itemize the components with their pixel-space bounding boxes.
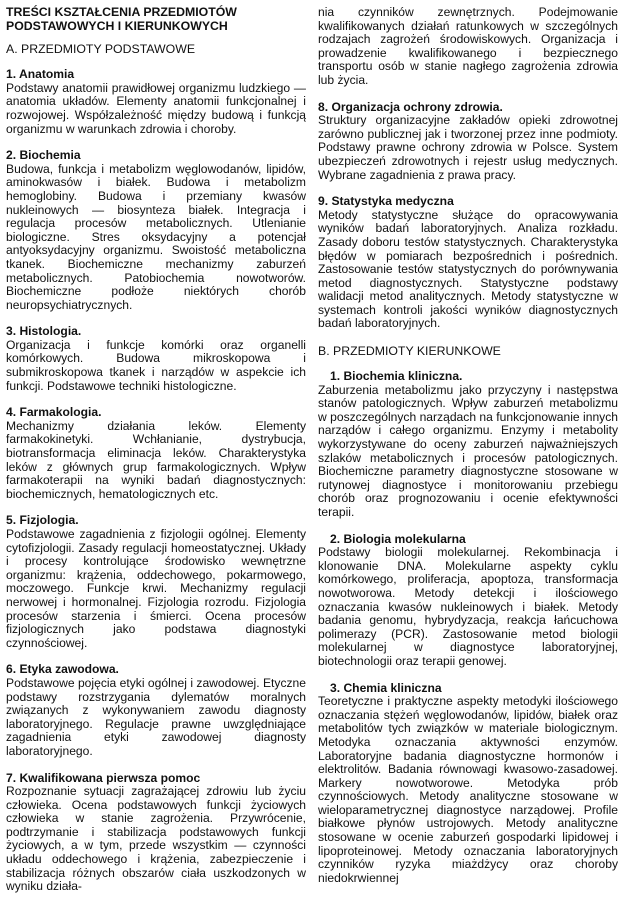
section-heading: 2. Biochemia	[6, 148, 81, 163]
section-heading: 1. Biochemia kliniczna.	[330, 369, 463, 384]
section-text: Struktury organizacyjne zakładów opieki zdrowotnej zarówno publicznej jak i tworzonej przez inne podmioty. Podstawy prawne ochrony zdrowia w Polsce. System ubezpieczeń zdrowotnych i rejestr usług medycznych. Wybrane zagadnienia z prawa pracy.	[318, 113, 618, 182]
part-b-heading: B. PRZEDMIOTY KIERUNKOWE	[318, 344, 501, 359]
section-heading: 5. Fizjologia.	[6, 513, 79, 528]
section-anatomia	[6, 68, 306, 136]
section-heading: 9. Statystyka medyczna	[318, 194, 454, 209]
section-text: Budowa, funkcja i metabolizm węglowodanów, lipidów, aminokwasów i białek. Budowa i metabolizm hemoglobiny. Budowa i przemiany kwasów nukleinowych — biosynteza białek. Integracja i regulacja procesów metabolicznych. Utlenianie biologiczne. Stres oksydacyjny a potencjał antyoksydacyjny organizmu. Swoistość metaboliczna tkanek. Biochemiczne mechanizmy zaburzeń metabolicznych. Patobiochemia nowotworów. Biochemiczne podłoże niektórych chorób neuropsychiatrycznych.	[6, 161, 306, 312]
section-heading: 3. Chemia kliniczna	[330, 680, 442, 695]
section-pierwsza-pomoc	[6, 772, 306, 894]
section-text: Podstawowe pojęcia etyki ogólnej i zawodowej. Etyczne podstawy rozstrzygania dylematów moralnych związanych z wykonywaniem zawodu diagnosty laboratoryjnego. Regulacje prawne uwzględniające zagadnienia etyki zawodowej diagnosty laboratoryjnego.	[6, 675, 306, 758]
section-histologia	[6, 325, 306, 393]
left-column	[6, 6, 306, 907]
section-heading: 2. Biologia molekularna	[330, 531, 466, 546]
section-heading: 8. Organizacja ochrony zdrowia.	[318, 99, 503, 114]
section-text: Organizacja i funkcje komórki oraz organelli komórkowych. Budowa mikroskopowa i submikroskopowa tkanek i narządów w aspekcie ich funkcji. Podstawowe techniki histologiczne.	[6, 337, 306, 393]
section-biochemia	[6, 149, 306, 312]
section-chemia-kliniczna	[318, 682, 618, 886]
section-statystyka	[318, 195, 618, 331]
section-text: Podstawy biologii molekularnej. Rekombinacja i klonowanie DNA. Molekularne aspekty cyklu komórkowego, proliferacja, apoptoza, transformacja nowotworowa. Metody detekcji i ilościowego oznaczania kwasów nukleinowych i białek. Metody badania genomu, hybrydyzacja, reakcja łańcuchowa polimerazy (PCR). Zastosowanie metod biologii molekularnej w diagnostyce laboratoryjnej, biotechnologii oraz terapii genowej.	[318, 545, 618, 668]
section-text: Teoretyczne i praktyczne aspekty metodyki ilościowego oznaczania stężeń węglowodanów, lipidów, białek oraz metabolitów tych związków w materiale biologicznym. Metodyka oznaczania aktywności enzymów. Laboratoryjne badania diagnostyczne hormonów i elektrolitów. Badania równowagi kwasowo-zasadowej. Markery nowotworowe. Metodyka prób czynnościowych. Metody analityczne stosowane w wieloparametrycznej diagnostyce narządowej. Profile białkowe płynów ustrojowych. Metody analityczne stosowane w ocenie zaburzeń gospodarki lipidowej i lipoproteinowej. Metody oznaczania laboratoryjnych czynników ryzyka miażdżycy oraz choroby niedokrwiennej	[318, 694, 618, 885]
part-a-heading: A. PRZEDMIOTY PODSTAWOWE	[6, 42, 196, 57]
section-biologia-molekularna	[318, 533, 618, 669]
section-text: Podstawowe zagadnienia z fizjologii ogólnej. Elementy cytofizjologii. Zasady regulacji homeostatycznej. Układy i procesy kontrolujące środowisko wewnętrzne organizmu: krążenia, oddechowego, pokarmowego, moczowego. Funkcje krwi. Mechanizmy regulacji nerwowej i hormonalnej. Fizjologia rozrodu. Fizjologia procesów starzenia i śmierci. Ocena procesów fizjologicznych jako podstawa diagnostyki czynnościowej.	[6, 527, 306, 650]
section-text: Zaburzenia metabolizmu jako przyczyny i następstwa stanów patologicznych. Wpływ zaburzeń metabolizmu w poszczególnych narządach na funkcjonowanie innych narządów i całego organizmu. Enzymy i metabolity wykorzystywane do oceny zaburzeń najważniejszych szlaków metabolicznych i procesów patologicznych. Biochemiczne parametry diagnostyczne stosowane w rutynowej diagnostyce i monitorowaniu przebiegu chorób oraz prognozowaniu i ocenie efektywności terapii.	[318, 382, 618, 519]
section-organizacja	[318, 101, 618, 183]
section-text: Metody statystyczne służące do opracowywania wyników badań laboratoryjnych. Analiza rozkładu. Zasady doboru testów statystycznych. Charakterystyka błędów w pomiarach bezpośrednich i pośrednich. Zastosowanie testów statystycznych do porównywania metod diagnostycznych. Statystyczne podstawy walidacji metod analitycznych. Metody statystyczne w systemach kontroli jakości wyników diagnostycznych badań laboratoryjnych.	[318, 207, 618, 331]
section-farmakologia	[6, 406, 306, 501]
section-etyka	[6, 663, 306, 758]
document-title: TREŚCI KSZTAŁCENIA PRZEDMIOTÓW PODSTAWOWYCH I KIERUNKOWYCH	[6, 5, 237, 33]
section-heading: 3. Histologia.	[6, 324, 82, 339]
right-column	[318, 6, 618, 898]
section-text: Mechanizmy działania leków. Elementy farmakokinetyki. Wchłanianie, dystrybucja, biotransformacja eliminacja leków. Charakterystyka leków z głównych grup farmakologicznych. Wpływ farmakoterapii na wyniki badań diagnostycznych: biochemicznych, hematologicznych etc.	[6, 418, 306, 501]
section-heading: 1. Anatomia	[6, 67, 75, 82]
section-biochemia-kliniczna	[318, 370, 618, 520]
section-text: Podstawy anatomii prawidłowej organizmu ludzkiego — anatomia układów. Elementy anatomii funkcjonalnej i rozwojowej. Współzależność między budową i funkcją organizmu w warunkach zdrowia i choroby.	[6, 80, 306, 136]
section-continuation-text: nia czynników zewnętrznych. Podejmowanie kwalifikowanych działań ratunkowych w szczególnych rodzajach zagrożeń środowiskowych. Organizacja i prowadzenie kwalifikowanego i bezpiecznego transportu osób w stanie nagłego zagrożenia zdrowia lub życia.	[318, 5, 618, 87]
section-heading: 4. Farmakologia.	[6, 405, 102, 420]
section-heading: 6. Etyka zawodowa.	[6, 662, 119, 677]
section-fizjologia	[6, 514, 306, 650]
section-text: Rozpoznanie sytuacji zagrażającej zdrowiu lub życiu człowieka. Ocena podstawowych funkcji życiowych człowieka w stanie zagrożenia. Przywrócenie, podtrzymanie i stabilizacja podstawowych funkcji życiowych, a w tym, przede wszystkim — czynności układu oddechowego i krążenia, zabezpieczenie i stabilizacja różnych obszarów ciała uszkodzonych w wyniku działa-	[6, 784, 306, 894]
section-heading: 7. Kwalifikowana pierwsza pomoc	[6, 770, 201, 785]
